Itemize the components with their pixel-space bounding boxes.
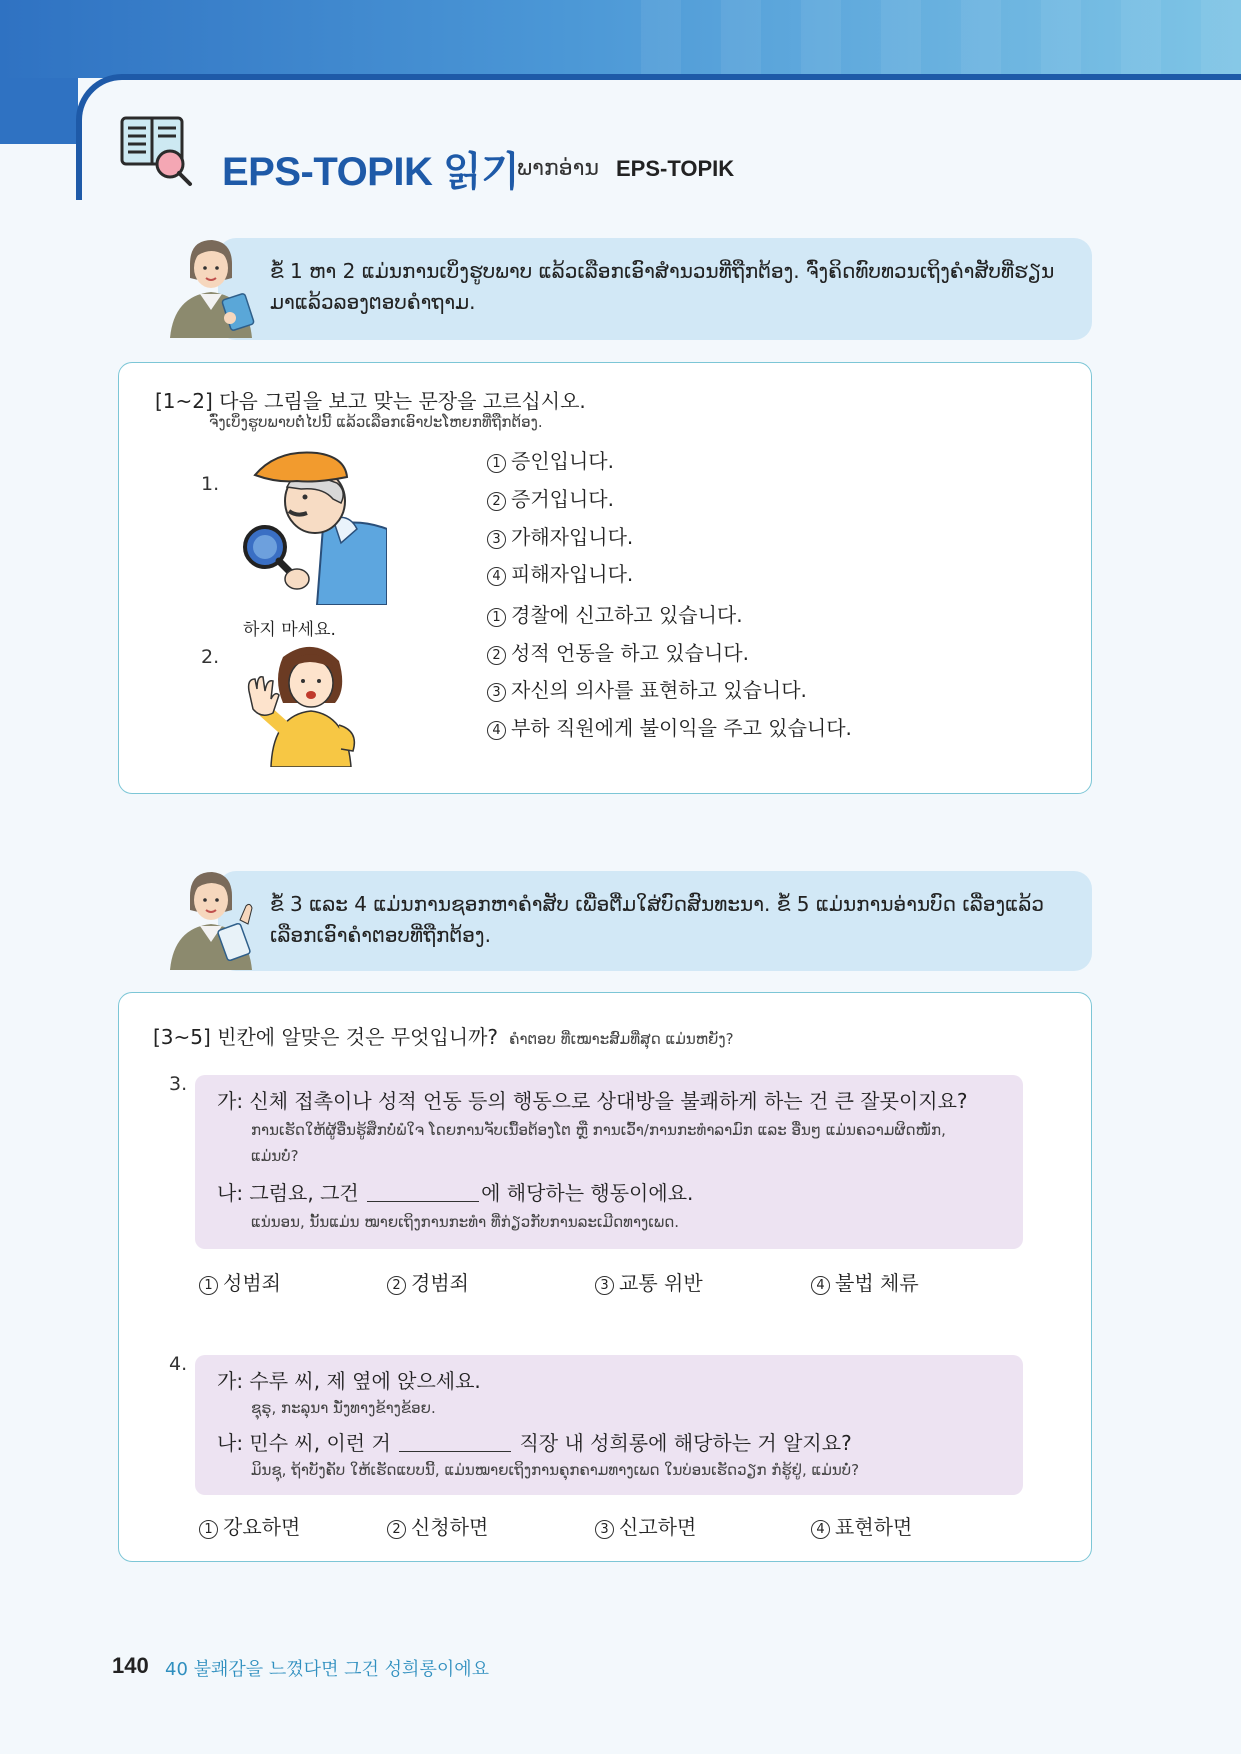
q4-blank: [399, 1434, 511, 1452]
q2-option-4-text: 부하 직원에게 불이익을 주고 있습니다.: [511, 716, 852, 740]
q3-option-2-text: 경범죄: [411, 1271, 469, 1295]
q3-na-before: 나: 그럼요, 그건: [217, 1181, 359, 1205]
q4-option-1[interactable]: [199, 1511, 300, 1540]
instruction-1-line-1: ຂໍ້ 1 ຫາ 2 ແມ່ນການເບິ່ງຮູບພາບ ແລ້ວເລືອກເອົາສຳນວນທີ່ຖືກຕ້ອງ. ຈົ່ງຄິດທົບທວນເຖິງຄຳສັບທີ່ຮຽນ: [270, 259, 1055, 283]
q3-option-4[interactable]: [811, 1267, 919, 1296]
q3-option-3-text: 교통 위반: [619, 1271, 703, 1295]
q3-speaker-na: [217, 1177, 693, 1206]
q1-option-3[interactable]: [487, 521, 633, 550]
q4-option-2-text: 신청하면: [411, 1515, 489, 1539]
option-mark: 3: [487, 530, 506, 549]
q4-dialogue: [195, 1355, 1023, 1495]
speech-bubble-text: 하지 마세요.: [243, 620, 336, 640]
option-mark: 2: [487, 646, 506, 665]
q4-option-3-text: 신고하면: [619, 1515, 697, 1539]
section-1-subtitle: ຈົ່ງເບິ່ງຮູບພາບຕໍ່ໄປນີ້ ແລ້ວເລືອກເອົາປະໂຫຍກທີ່ຖືກຕ້ອງ.: [209, 413, 543, 431]
q1-option-2-text: 증거입니다.: [511, 487, 614, 511]
page-title: EPS-TOPIK 읽기: [222, 150, 520, 194]
q3-option-1[interactable]: [199, 1267, 281, 1296]
q1-option-3-text: 가해자입니다.: [511, 525, 634, 549]
q3-blank: [367, 1184, 479, 1202]
option-mark: 1: [199, 1520, 218, 1539]
option-mark: 1: [487, 454, 506, 473]
q2-option-2-text: 성적 언동을 하고 있습니다.: [511, 641, 749, 665]
q3-option-3[interactable]: [595, 1267, 703, 1296]
teacher-avatar-icon: [160, 866, 264, 970]
instruction-2-line-1: ຂໍ້ 3 ແລະ 4 ແມ່ນການຊອກຫາຄຳສັບ ເພື່ອຕື່ມໃສ່ບົດສົນທະນາ. ຂໍ້ 5 ແມ່ນການອ່ານບົດ ເລື່ອງແລ້ວ: [270, 892, 1044, 916]
question-4-number: 4.: [169, 1353, 188, 1375]
q4-option-1-text: 강요하면: [223, 1515, 301, 1539]
top-banner: [0, 0, 1241, 78]
q2-option-4[interactable]: [487, 712, 852, 741]
q4-option-4[interactable]: [811, 1511, 912, 1540]
section-2-header: [153, 1021, 734, 1050]
option-mark: 4: [487, 567, 506, 586]
option-mark: 2: [487, 492, 506, 511]
option-mark: 1: [487, 608, 506, 627]
q4-option-4-text: 표현하면: [835, 1515, 913, 1539]
page-subtitle-eps: EPS-TOPIK: [616, 156, 735, 181]
q3-ga-lao-line-2: ແມ່ນບໍ່?: [251, 1147, 299, 1165]
question-3-number: 3.: [169, 1073, 188, 1095]
option-mark: 2: [387, 1276, 406, 1295]
option-mark: 3: [595, 1276, 614, 1295]
q2-option-1-text: 경찰에 신고하고 있습니다.: [511, 603, 743, 627]
q4-na-lao: ມິນຊຸ, ຖ້າບັງຄັບ ໃຫ້ເຮັດແບບນີ້, ແມ່ນໝາຍເຖິງການຄຸກຄາມທາງເພດ ໃນບ່ອນເຮັດວຽກ ກໍຮູ້ຢູ່, ແມ່ນບໍ່?: [251, 1461, 860, 1479]
q3-speaker-ga: 가: 신체 접촉이나 성적 언동 등의 행동으로 상대방을 불쾌하게 하는 건 큰 잘못이지요?: [217, 1089, 968, 1113]
left-banner-block: [0, 78, 78, 144]
q4-option-3[interactable]: [595, 1511, 696, 1540]
option-mark: 4: [487, 721, 506, 740]
option-mark: 3: [595, 1520, 614, 1539]
q3-option-1-text: 성범죄: [223, 1271, 281, 1295]
option-mark: 3: [487, 683, 506, 702]
question-1-number: 1.: [201, 473, 220, 495]
teacher-avatar-icon: [160, 234, 264, 338]
q3-dialogue: [195, 1075, 1023, 1249]
book-magnifier-icon: [118, 112, 196, 190]
q1-option-2[interactable]: [487, 483, 614, 512]
option-mark: 4: [811, 1276, 830, 1295]
q2-option-1[interactable]: [487, 599, 743, 628]
q4-speaker-ga: 가: 수루 씨, 제 옆에 앉으세요.: [217, 1369, 481, 1393]
instruction-bubble-2: [218, 871, 1092, 971]
q3-ga-lao-line-1: ການເຮັດໃຫ້ຜູ້ອື່ນຮູ້ສຶກບໍ່ພໍໃຈ ໂດຍການຈັບເນື້ອຕ້ອງໂຕ ຫຼື ການເວົ້າ/ການກະທຳລາມົກ ແລະ ອື່ນໆ ແມ່ນຄວາມຜິດໜັກ,: [251, 1121, 946, 1139]
q1-option-1-text: 증인입니다.: [511, 449, 614, 473]
question-box-3-5: [118, 992, 1092, 1562]
panel-edge-mask: [70, 200, 90, 1754]
q2-option-3[interactable]: [487, 674, 807, 703]
q1-option-4-text: 피해자입니다.: [511, 562, 634, 586]
q2-option-3-text: 자신의 의사를 표현하고 있습니다.: [511, 678, 807, 702]
section-2-title-lao: ຄຳຕອບ ທີ່ເໝາະສົມທີ່ສຸດ ແມ່ນຫຍັງ?: [509, 1030, 734, 1048]
question-box-1-2: [118, 362, 1092, 794]
q4-na-before: 나: 민수 씨, 이런 거: [217, 1431, 391, 1455]
q1-option-4[interactable]: [487, 558, 633, 587]
section-2-title: [3~5] 빈칸에 알맞은 것은 무엇입니까?: [153, 1025, 499, 1049]
q4-na-after: 직장 내 성희롱에 해당하는 거 알지요?: [519, 1431, 852, 1455]
q4-option-2[interactable]: [387, 1511, 488, 1540]
q3-na-lao: ແນ່ນອນ, ນັ້ນແມ່ນ ໝາຍເຖິງການກະທຳ ທີ່ກ່ຽວກັບການລະເມີດທາງເພດ.: [251, 1213, 679, 1231]
question-2-number: 2.: [201, 646, 220, 668]
q3-option-2[interactable]: [387, 1267, 469, 1296]
section-1-title: [1~2] 다음 그림을 보고 맞는 문장을 고르십시오.: [155, 389, 586, 413]
q3-option-4-text: 불법 체류: [835, 1271, 919, 1295]
q4-speaker-na: [217, 1427, 852, 1456]
page-number: 140: [112, 1653, 149, 1678]
option-mark: 2: [387, 1520, 406, 1539]
page-subtitle-lao: ພາກອ່ານ: [517, 156, 599, 181]
q1-option-1[interactable]: [487, 445, 614, 474]
instruction-1-line-2: ມາແລ້ວລອງຕອບຄຳຖາມ.: [270, 290, 476, 314]
woman-refusing-illustration: [243, 639, 373, 767]
instruction-2-line-2: ເລືອກເອົາຄຳຕອບທີ່ຖືກຕ້ອງ.: [270, 923, 491, 947]
banner-stripe: [641, 0, 1241, 78]
q4-ga-lao: ຊຸຣຸ, ກະລຸນາ ນັ່ງທາງຂ້າງຂ້ອຍ.: [251, 1399, 436, 1417]
q2-option-2[interactable]: [487, 637, 749, 666]
detective-illustration: [237, 447, 387, 605]
chapter-title: 40 불쾌감을 느꼈다면 그건 성희롱이에요: [165, 1659, 489, 1680]
option-mark: 1: [199, 1276, 218, 1295]
q3-na-after: 에 해당하는 행동이에요.: [481, 1181, 694, 1205]
option-mark: 4: [811, 1520, 830, 1539]
instruction-bubble-1: [218, 238, 1092, 340]
